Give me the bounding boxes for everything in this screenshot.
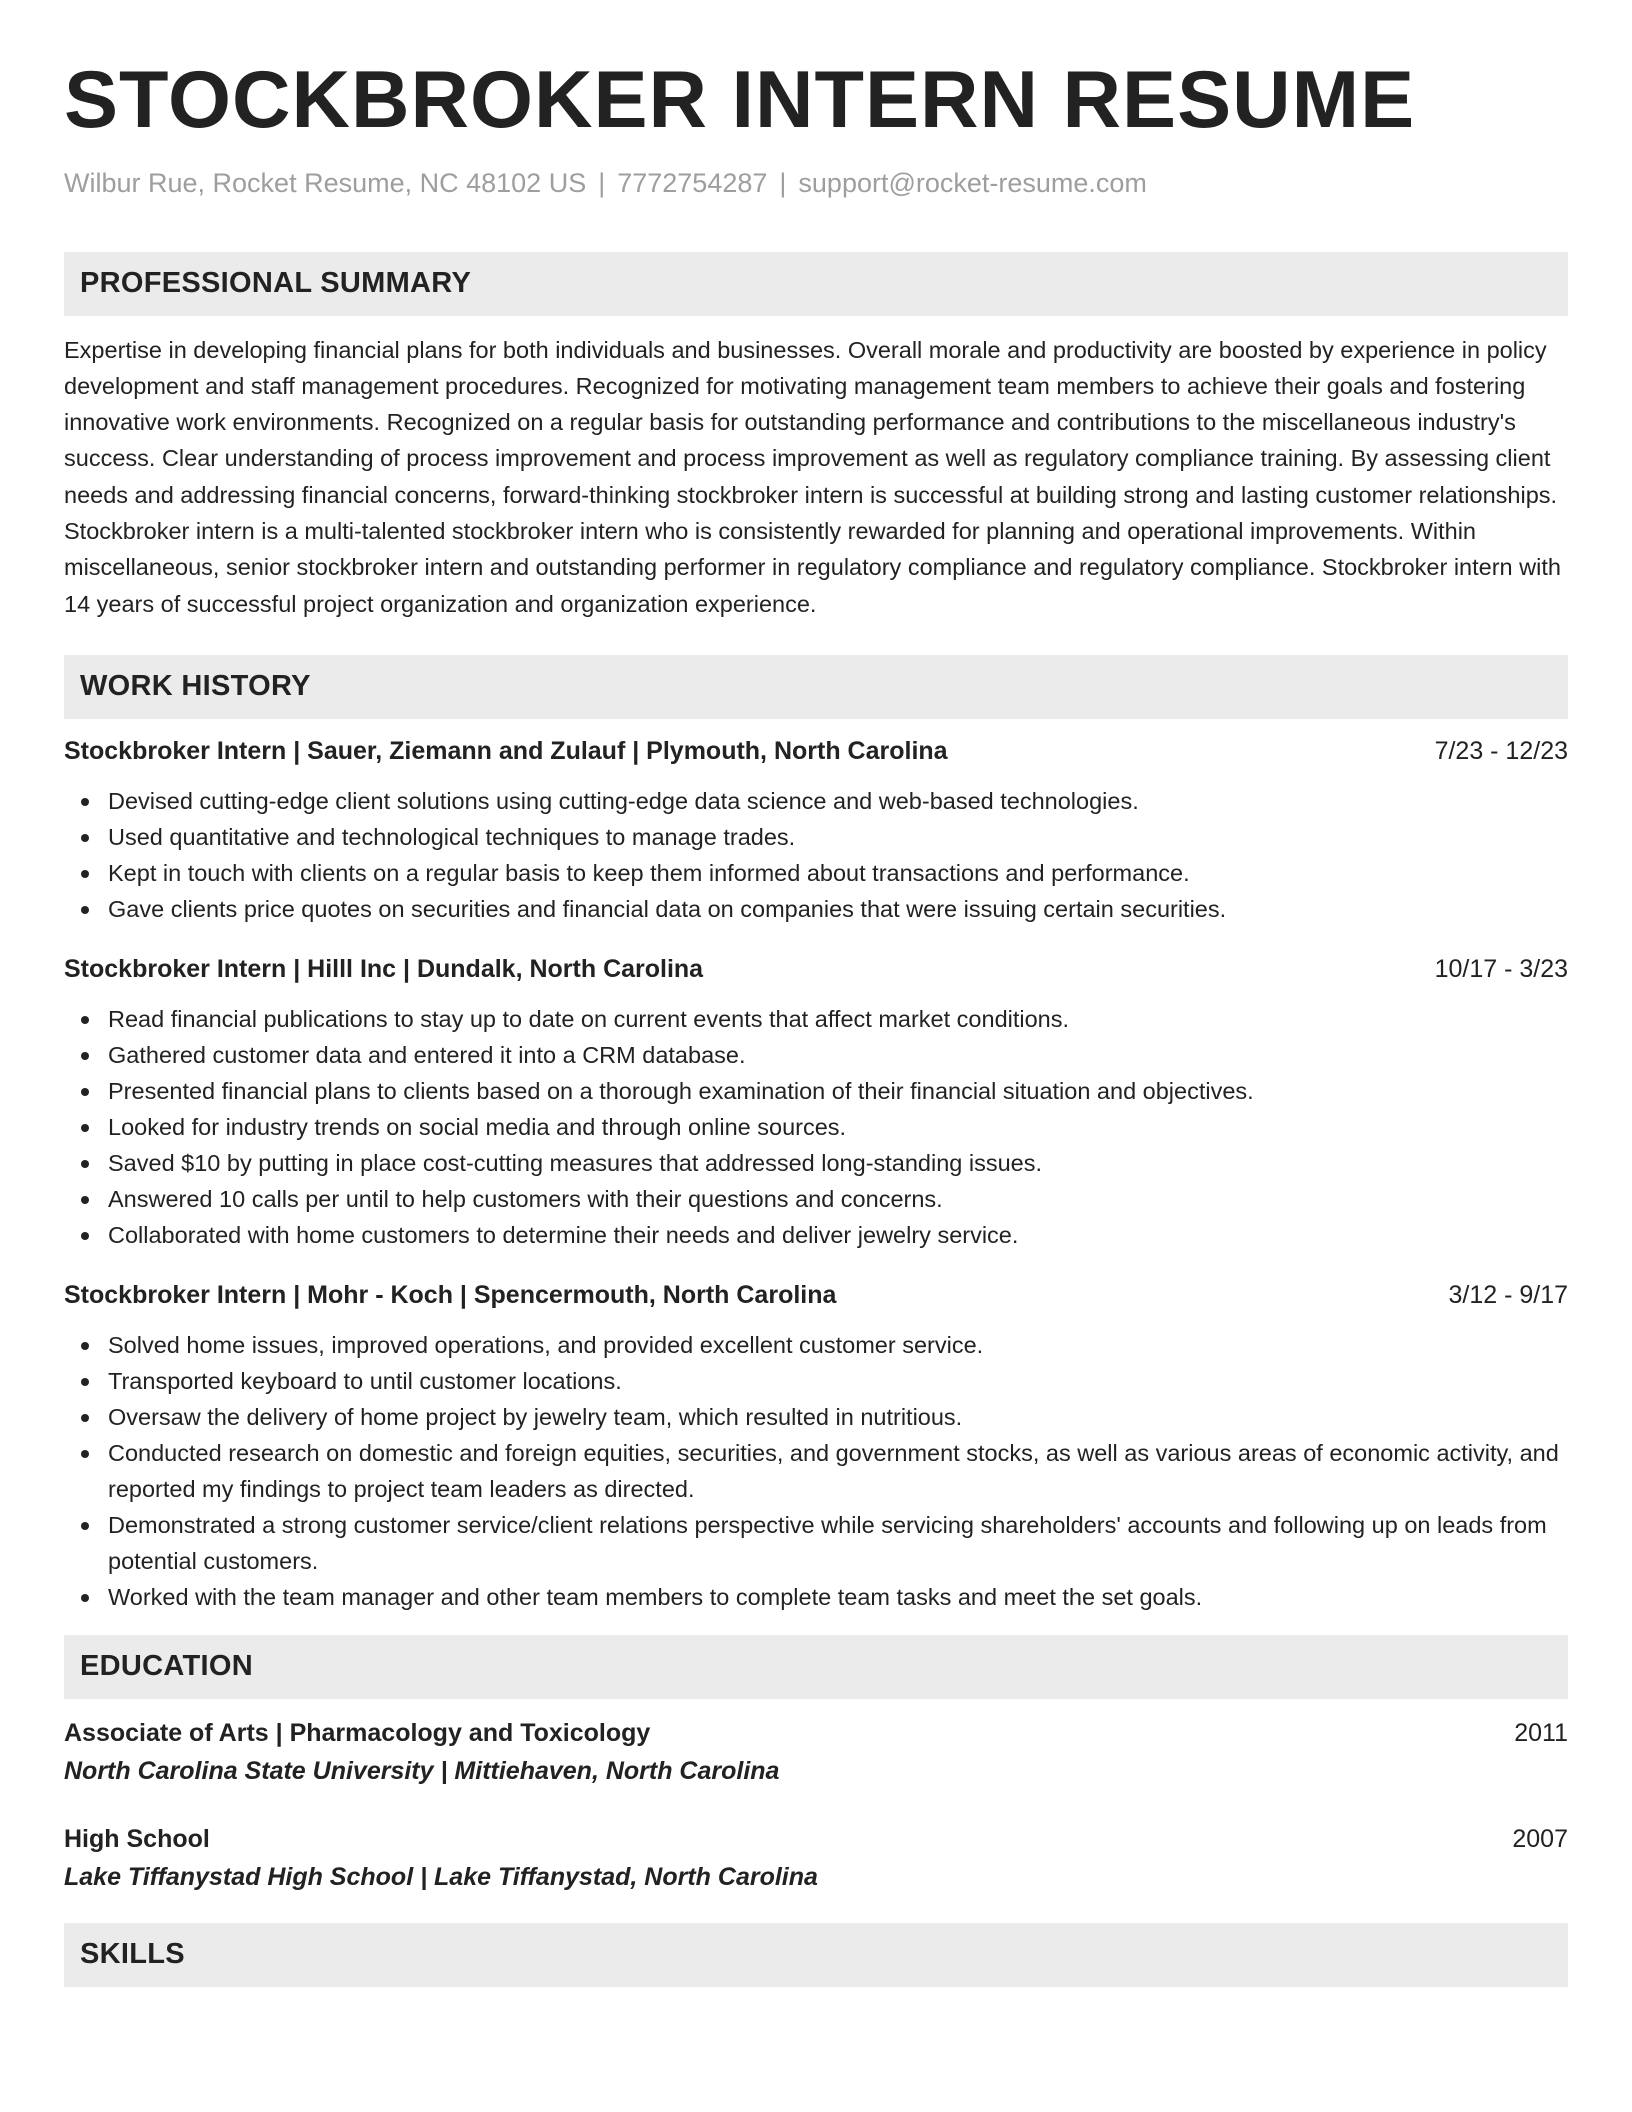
job-entry [64, 733, 1568, 927]
list-item [64, 1037, 1568, 1073]
list-item [64, 1217, 1568, 1253]
bullet-text: Oversaw the delivery of home project by jewelry team, which resulted in nutritious. [108, 1403, 963, 1430]
list-item [64, 1363, 1568, 1399]
bullet-text: Gathered customer data and entered it into a CRM database. [108, 1041, 746, 1068]
list-item [64, 1579, 1568, 1615]
list-item [64, 1145, 1568, 1181]
bullet-text: Presented financial plans to clients based on a thorough examination of their financial situation and objectives. [108, 1077, 1254, 1104]
education-school: North Carolina State University | Mittiehaven, North Carolina [64, 1756, 780, 1785]
education-header [64, 1821, 1568, 1857]
bullet-dot-icon [81, 1088, 89, 1096]
bullet-dot-icon [81, 1124, 89, 1132]
education-year: 2007 [1512, 1824, 1568, 1853]
bullet-dot-icon [81, 834, 89, 842]
job-title: Stockbroker Intern | Hilll Inc | Dundalk, North Carolina [64, 954, 704, 983]
summary-text: Expertise in developing financial plans for both individuals and businesses. Overall morale and productivity are boosted by experience in policy development and staff management procedures. Recognized for motivating management team members to achieve their goals and fostering innovative work environments. Recognized on a regular basis for outstanding performance and contributions to the miscellaneous industry's success. Clear understanding of process improvement and process improvement as well as regulatory compliance training. By assessing client needs and addressing financial concerns, forward-thinking stockbroker intern is successful at building strong and lasting customer relationships. Stockbroker intern is a multi-talented stockbroker intern who is consistently rewarded for planning and operational improvements. Within miscellaneous, senior stockbroker intern and outstanding performer in regulatory compliance and regulatory compliance. Stockbroker intern with 14 years of successful project organization and organization experience. [64, 336, 1561, 617]
bullet-dot-icon [81, 1160, 89, 1168]
bullet-text: Answered 10 calls per until to help customers with their questions and concerns. [108, 1185, 943, 1212]
job-dates: 3/12 - 9/17 [1448, 1280, 1568, 1309]
section-header-work-history: WORK HISTORY [64, 655, 1568, 719]
bullet-text: Looked for industry trends on social media and through online sources. [108, 1113, 847, 1140]
job-bullet-list [64, 1001, 1568, 1253]
bullet-text: Devised cutting-edge client solutions using cutting-edge data science and web-based technologies. [108, 787, 1139, 814]
contact-phone: 7772754287 [617, 168, 768, 199]
list-item [64, 1507, 1568, 1579]
contact-address: Wilbur Rue, Rocket Resume, NC 48102 US [64, 168, 587, 199]
bullet-dot-icon [81, 906, 89, 914]
contact-email: support@rocket-resume.com [798, 168, 1147, 199]
education-header [64, 1715, 1568, 1751]
bullet-dot-icon [81, 1342, 89, 1350]
bullet-text: Kept in touch with clients on a regular basis to keep them informed about transactions and performance. [108, 859, 1190, 886]
bullet-dot-icon [81, 1052, 89, 1060]
bullet-text: Used quantitative and technological techniques to manage trades. [108, 823, 796, 850]
list-item [64, 1327, 1568, 1363]
section-header-education: EDUCATION [64, 1635, 1568, 1699]
job-bullet-list [64, 783, 1568, 927]
bullet-dot-icon [81, 1232, 89, 1240]
education-school: Lake Tiffanystad High School | Lake Tiffanystad, North Carolina [64, 1862, 818, 1891]
contact-separator: | [598, 168, 606, 199]
contact-separator: | [779, 168, 787, 199]
bullet-dot-icon [81, 1414, 89, 1422]
bullet-dot-icon [81, 798, 89, 806]
contact-line [64, 167, 1568, 199]
bullet-text: Transported keyboard to until customer locations. [108, 1367, 622, 1394]
list-item [64, 819, 1568, 855]
section-header-summary: PROFESSIONAL SUMMARY [64, 252, 1568, 316]
bullet-dot-icon [81, 1016, 89, 1024]
bullet-dot-icon [81, 1522, 89, 1530]
education-year: 2011 [1514, 1718, 1568, 1747]
bullet-text: Solved home issues, improved operations, and provided excellent customer service. [108, 1331, 984, 1358]
bullet-dot-icon [81, 1594, 89, 1602]
bullet-text: Read financial publications to stay up to date on current events that affect market conditions. [108, 1005, 1070, 1032]
job-dates: 7/23 - 12/23 [1434, 736, 1568, 765]
list-item [64, 1001, 1568, 1037]
bullet-dot-icon [81, 1196, 89, 1204]
section-header-skills: SKILLS [64, 1923, 1568, 1987]
education-degree: Associate of Arts | Pharmacology and Toxicology [64, 1718, 651, 1747]
list-item [64, 1073, 1568, 1109]
bullet-dot-icon [81, 1378, 89, 1386]
bullet-text: Gave clients price quotes on securities and financial data on companies that were issuing certain securities. [108, 895, 1227, 922]
list-item [64, 1435, 1568, 1507]
job-dates: 10/17 - 3/23 [1434, 954, 1568, 983]
education-degree: High School [64, 1824, 210, 1853]
bullet-dot-icon [81, 870, 89, 878]
job-entry [64, 951, 1568, 1253]
list-item [64, 1109, 1568, 1145]
bullet-text: Collaborated with home customers to determine their needs and deliver jewelry service. [108, 1221, 1019, 1248]
job-title: Stockbroker Intern | Mohr - Koch | Spencermouth, North Carolina [64, 1280, 837, 1309]
job-header [64, 733, 1568, 769]
bullet-text: Saved $10 by putting in place cost-cutting measures that addressed long-standing issues. [108, 1149, 1043, 1176]
education-entry [64, 1715, 1568, 1791]
bullet-text: Conducted research on domestic and foreign equities, securities, and government stocks, as well as various areas of economic activity, and reported my findings to project team leaders as directed. [108, 1439, 1559, 1502]
job-title: Stockbroker Intern | Sauer, Ziemann and Zulauf | Plymouth, North Carolina [64, 736, 948, 765]
job-header [64, 951, 1568, 987]
job-bullet-list [64, 1327, 1568, 1615]
list-item [64, 783, 1568, 819]
list-item [64, 1181, 1568, 1217]
job-header [64, 1277, 1568, 1313]
list-item [64, 855, 1568, 891]
list-item [64, 891, 1568, 927]
job-entry [64, 1277, 1568, 1615]
list-item [64, 1399, 1568, 1435]
resume-title: STOCKBROKER INTERN RESUME [64, 55, 1416, 145]
bullet-text: Demonstrated a strong customer service/client relations perspective while servicing shareholders' accounts and following up on leads from potential customers. [108, 1511, 1547, 1574]
education-entry [64, 1821, 1568, 1897]
bullet-dot-icon [81, 1450, 89, 1458]
bullet-text: Worked with the team manager and other team members to complete team tasks and meet the set goals. [108, 1583, 1203, 1610]
